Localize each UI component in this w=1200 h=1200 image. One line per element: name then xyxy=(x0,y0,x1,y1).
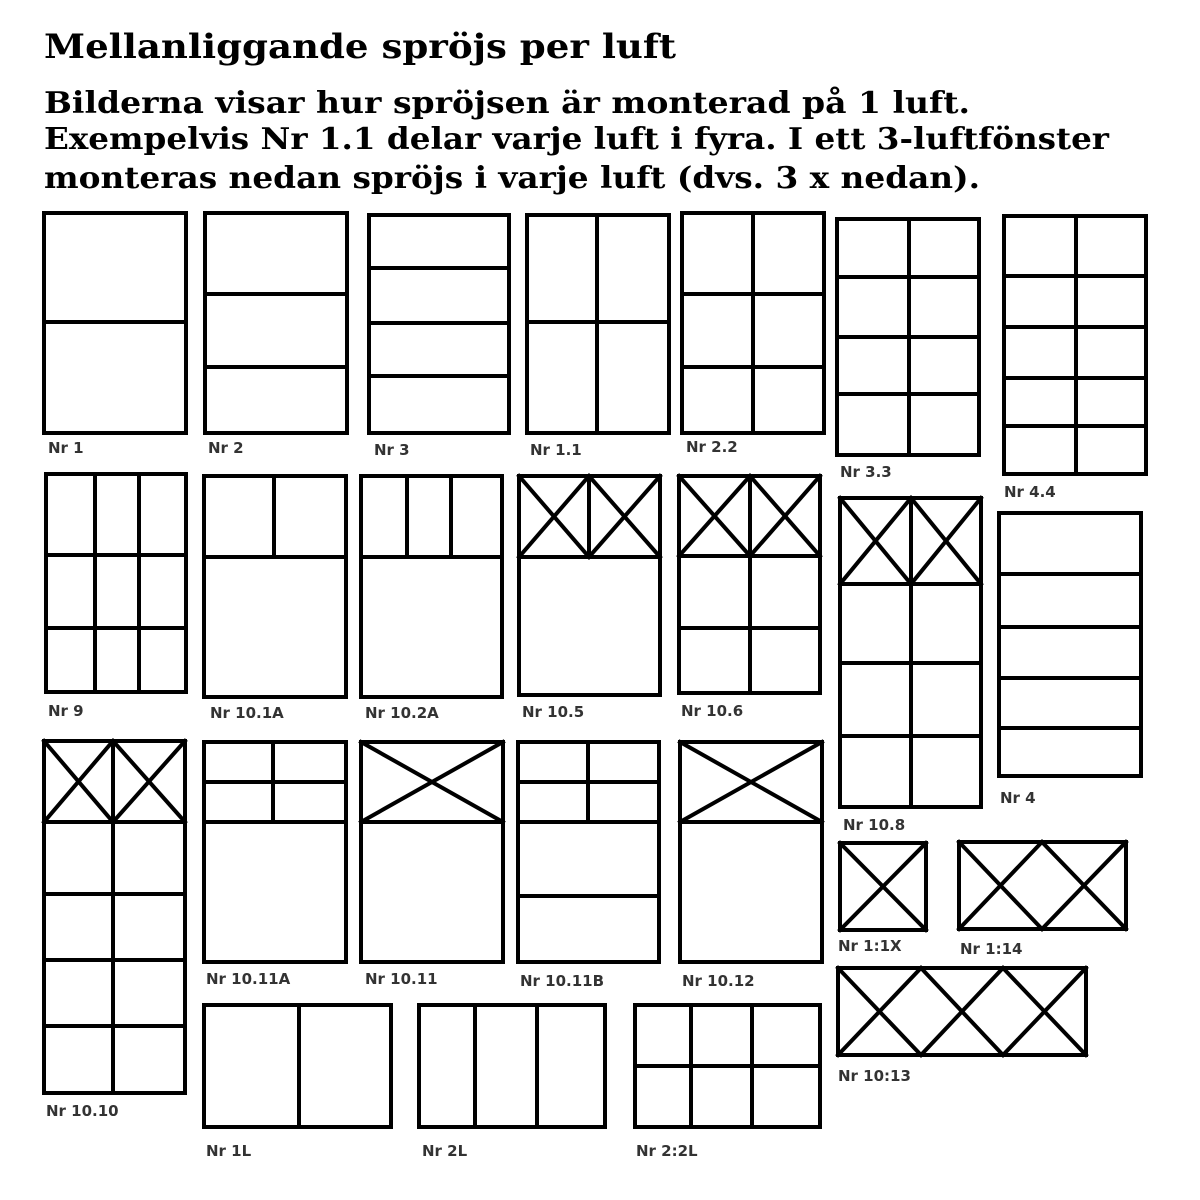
window-frame xyxy=(205,213,347,433)
window-label: Nr 10.1A xyxy=(210,704,284,722)
window-label: Nr 1.1 xyxy=(530,441,582,459)
window-diagram xyxy=(679,476,820,720)
window-diagram xyxy=(204,476,346,722)
window-diagram xyxy=(369,215,509,459)
window-frame xyxy=(999,513,1141,776)
description-line-3: monteras nedan spröjs i varje luft (dvs. 3 x nedan). xyxy=(44,161,980,196)
window-label: Nr 10.8 xyxy=(843,816,906,834)
window-label: Nr 1 xyxy=(48,439,84,457)
window-diagram xyxy=(519,476,660,721)
window-diagram xyxy=(361,476,502,722)
window-frame xyxy=(959,842,1126,929)
window-diagram xyxy=(840,498,981,834)
window-diagram xyxy=(838,843,926,955)
window-frame xyxy=(361,742,503,962)
window-diagram xyxy=(999,513,1141,807)
window-label: Nr 10:13 xyxy=(838,1067,911,1085)
window-label: Nr 9 xyxy=(48,702,84,720)
window-label: Nr 10.2A xyxy=(365,704,439,722)
window-frame xyxy=(680,742,822,962)
window-diagram xyxy=(46,474,186,720)
window-label: Nr 2 xyxy=(208,439,244,457)
window-label: Nr 10.11 xyxy=(365,970,438,988)
window-diagram xyxy=(837,219,979,481)
window-diagram xyxy=(204,742,346,988)
window-diagram xyxy=(527,215,669,459)
window-diagram xyxy=(838,968,1086,1085)
window-label: Nr 3.3 xyxy=(840,463,892,481)
window-label: Nr 2:2L xyxy=(636,1142,698,1160)
window-diagram xyxy=(44,213,186,457)
window-diagram xyxy=(518,742,659,990)
window-diagram xyxy=(419,1005,605,1160)
window-diagram xyxy=(635,1005,820,1160)
window-diagram xyxy=(1004,216,1146,501)
window-diagram xyxy=(44,741,185,1120)
window-label: Nr 10.6 xyxy=(681,702,744,720)
page-title: Mellanliggande spröjs per luft xyxy=(44,27,677,67)
window-diagram xyxy=(204,1005,391,1160)
window-label: Nr 10.5 xyxy=(522,703,585,721)
window-label: Nr 4 xyxy=(1000,789,1036,807)
window-label: Nr 1:14 xyxy=(960,940,1023,958)
description-line-2: Exempelvis Nr 1.1 delar varje luft i fyra. I ett 3-luftfönster xyxy=(44,122,1111,157)
window-label: Nr 10.10 xyxy=(46,1102,119,1120)
window-diagram xyxy=(680,742,822,990)
window-label: Nr 10.12 xyxy=(682,972,755,990)
window-frame xyxy=(46,474,186,692)
window-label: Nr 10.11A xyxy=(206,970,291,988)
window-frame xyxy=(419,1005,605,1127)
window-label: Nr 10.11B xyxy=(520,972,605,990)
window-label: Nr 4.4 xyxy=(1004,483,1056,501)
window-diagram xyxy=(205,213,347,457)
window-label: Nr 2.2 xyxy=(686,438,738,456)
window-label: Nr 3 xyxy=(374,441,410,459)
window-label: Nr 2L xyxy=(422,1142,468,1160)
window-frame xyxy=(361,476,502,697)
window-diagram xyxy=(361,742,503,988)
window-diagram xyxy=(959,842,1126,958)
window-label: Nr 1L xyxy=(206,1142,252,1160)
description-line-1: Bilderna visar hur spröjsen är monterad på 1 luft. xyxy=(44,86,970,121)
window-diagram xyxy=(682,213,824,456)
window-label: Nr 1:1X xyxy=(838,937,902,955)
